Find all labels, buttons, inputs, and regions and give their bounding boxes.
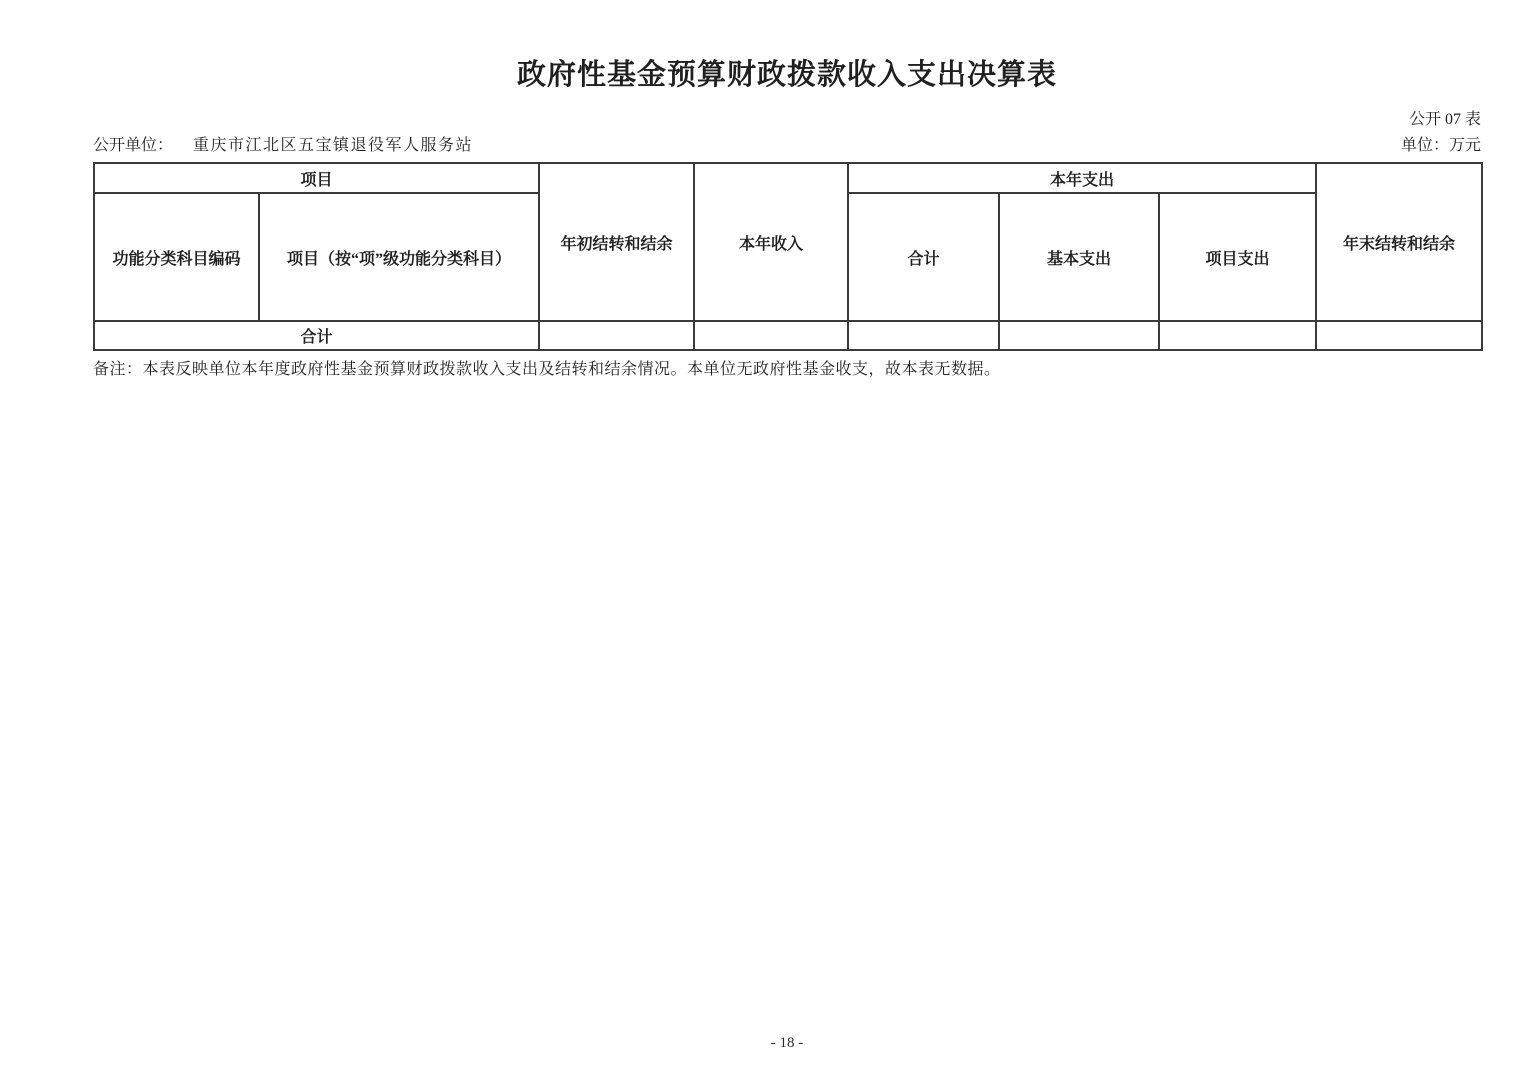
total-current-income-cell	[694, 321, 848, 350]
total-row	[94, 321, 1482, 350]
header-function-code: 功能分类科目编码	[94, 193, 259, 321]
header-expenditure-group: 本年支出	[848, 163, 1316, 193]
total-exp-total-cell	[848, 321, 999, 350]
publish-unit-line	[93, 135, 473, 157]
page-number: - 18 -	[770, 1035, 804, 1051]
header-current-income: 本年收入	[694, 163, 848, 321]
total-exp-project-cell	[1159, 321, 1316, 350]
meta-row	[93, 135, 1481, 157]
page-title: 政府性基金预算财政拨款收入支出决算表	[516, 59, 1057, 91]
total-end-balance-cell	[1316, 321, 1482, 350]
header-begin-balance: 年初结转和结余	[539, 163, 694, 321]
budget-table	[93, 162, 1483, 351]
header-exp-project: 项目支出	[1159, 193, 1316, 321]
header-end-balance: 年末结转和结余	[1316, 163, 1482, 321]
total-begin-balance-cell	[539, 321, 694, 350]
total-exp-basic-cell	[999, 321, 1159, 350]
header-project-group: 项目	[94, 163, 539, 193]
publish-unit-label: 公开单位：	[93, 137, 174, 154]
total-row-label: 合计	[94, 321, 539, 350]
header-exp-total: 合计	[848, 193, 999, 321]
publish-unit-name: 重庆市江北区五宝镇退役军人服务站	[193, 137, 474, 154]
header-exp-basic: 基本支出	[999, 193, 1159, 321]
document-content	[93, 0, 1481, 380]
note-text: 备注：本表反映单位本年度政府性基金预算财政拨款收入支出及结转和结余情况。本单位无政府性基金收支，故本表无数据。	[93, 361, 1001, 378]
header-row-1	[94, 163, 1482, 193]
currency-unit-label: 单位：万元	[1400, 137, 1481, 154]
table-code-label: 公开 07 表	[1408, 111, 1481, 128]
header-project-name: 项目（按“项”级功能分类科目）	[259, 193, 539, 321]
